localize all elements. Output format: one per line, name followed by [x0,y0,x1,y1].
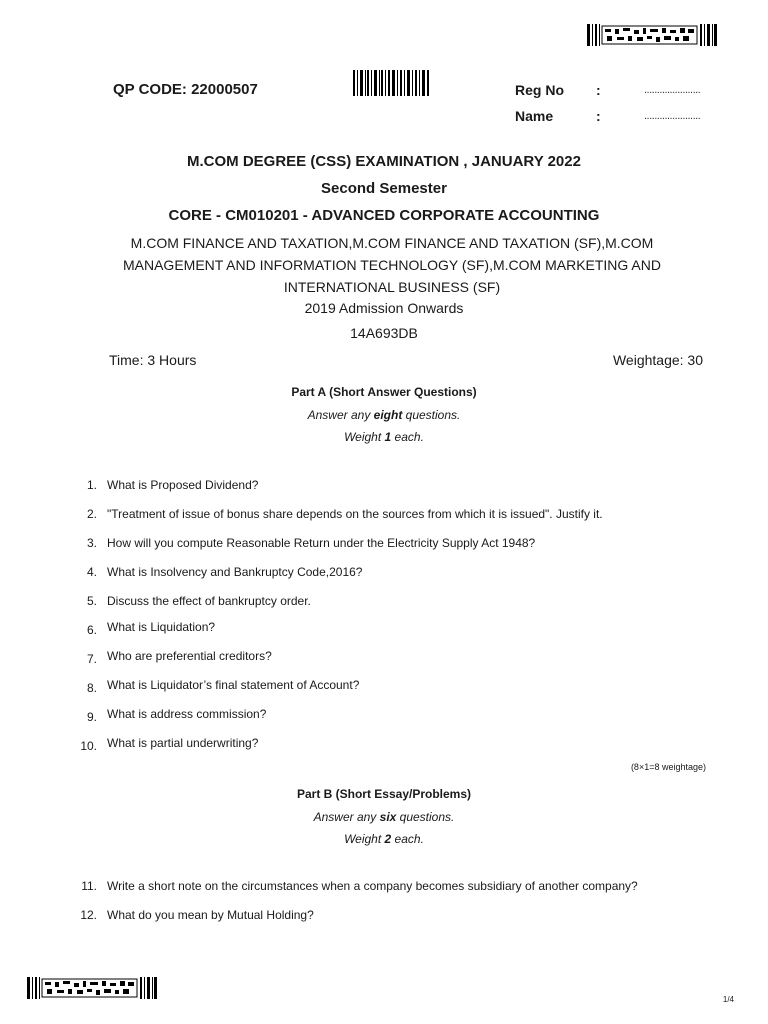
part-b-weight: Weight 2 each. [344,832,424,846]
barcode-top-right [587,24,717,46]
part-a-weight: Weight 1 each. [344,430,424,444]
part-b-instruction: Answer any six questions. [313,810,455,824]
course-title: CORE - CM010201 - ADVANCED CORPORATE ACCOUNTING [168,207,600,224]
time: Time: 3 Hours [109,352,197,368]
page-number: 1/4 [722,995,734,1004]
name-colon: : [596,108,601,124]
weightage: Weightage: 30 [612,352,703,368]
exam-title: M.COM DEGREE (CSS) EXAMINATION , JANUARY 2022 [187,153,581,170]
part-a-instruction: Answer any eight questions. [307,408,461,422]
qp-code: QP CODE: 22000507 [113,81,258,98]
part-a-weightage-note: (8×1=8 weightage) [630,762,706,772]
semester: Second Semester [321,180,447,197]
reg-no-field: ...................... [644,84,701,96]
reg-no-colon: : [596,82,601,98]
admission: 2019 Admission Onwards [304,300,464,316]
part-b-title: Part B (Short Essay/Problems) [296,787,472,801]
reg-no-label: Reg No [515,82,564,98]
name-field: ...................... [644,110,701,122]
programmes: M.COM FINANCE AND TAXATION,M.COM FINANCE AND TAXATION (SF),M.COM MANAGEMENT AND INFORMATION TECHNOLOGY (SF),M.COM MARKETING AND INTERNATIONAL BUSINESS (SF) [122,235,661,295]
part-a-title: Part A (Short Answer Questions) [291,385,477,399]
barcode-bottom-left [27,977,157,999]
barcode-header [353,70,429,96]
paper-id: 14A693DB [350,325,418,341]
name-label: Name [515,108,554,124]
